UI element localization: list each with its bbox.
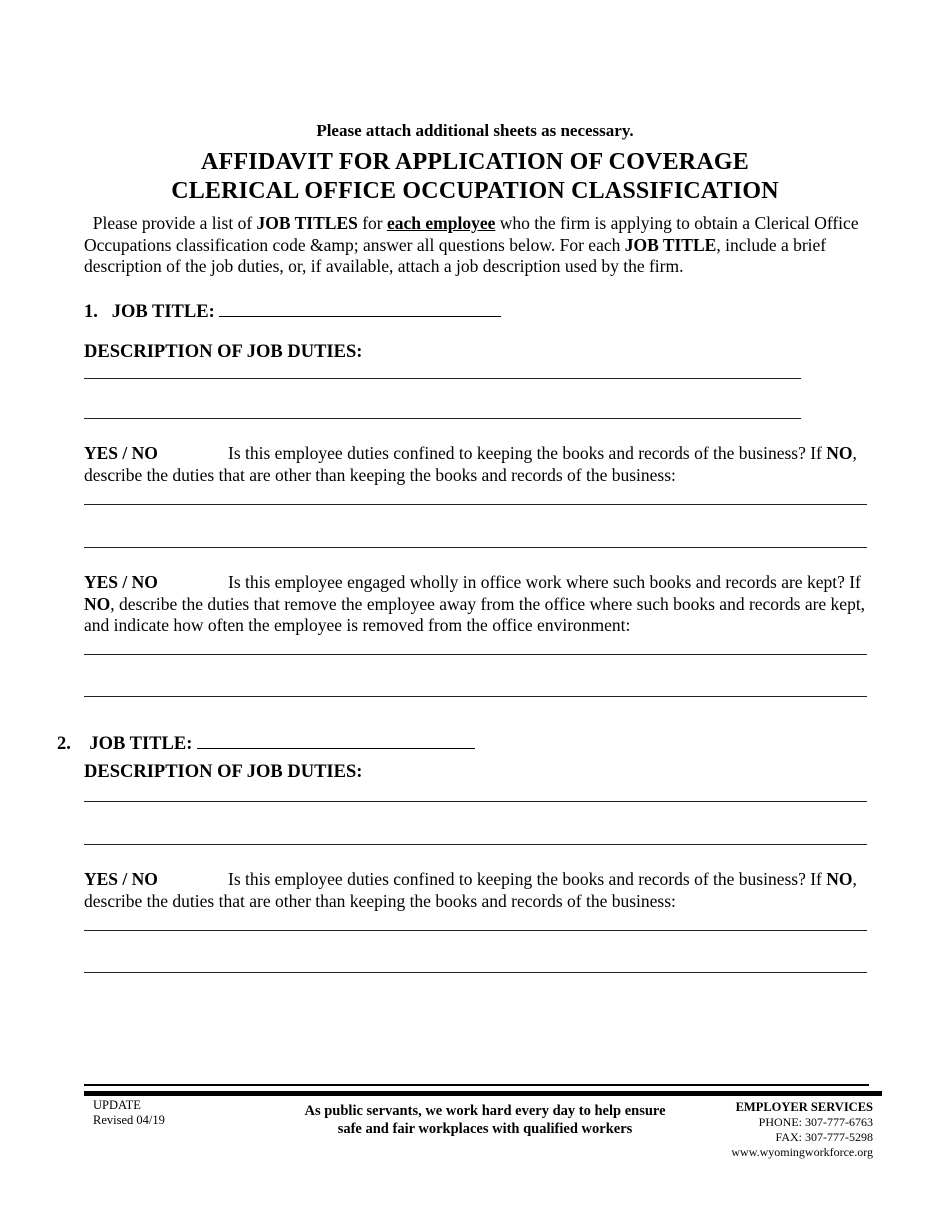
footer-slogan-line2: safe and fair workplaces with qualified workers — [337, 1121, 633, 1137]
yes-no-choice-1b[interactable]: YES / NO — [84, 572, 158, 592]
description-1-line-2[interactable] — [84, 418, 801, 419]
form-title-line1: AFFIDAVIT FOR APPLICATION OF COVERAGE — [201, 149, 749, 175]
description-2-line-2[interactable] — [84, 844, 867, 845]
footer-slogan — [270, 1102, 700, 1138]
footer-contact — [731, 1100, 873, 1160]
job-title-2-label: JOB TITLE: — [89, 734, 193, 754]
answer-1a-line-1[interactable] — [84, 504, 867, 505]
section1-question1: YES / NO Is this employee duties confined to keeping the books and records of the business? If NO, describe the duties that are other than keeping the books and records of the business: — [84, 443, 857, 485]
footer-revised-date: Revised 04/19 — [93, 1113, 165, 1127]
footer-revision — [93, 1098, 165, 1128]
attach-sheets-note: Please attach additional sheets as necessary. — [316, 121, 634, 140]
section-number-1: 1. — [84, 302, 98, 322]
answer-1b-line-2[interactable] — [84, 696, 867, 697]
answer-1a-line-2[interactable] — [84, 547, 867, 548]
footer-rule-thick — [84, 1091, 882, 1096]
footer-slogan-line1: As public servants, we work hard every day to help ensure — [304, 1103, 666, 1119]
job-title-1-input[interactable] — [219, 298, 501, 317]
answer-2a-line-1[interactable] — [84, 930, 867, 931]
footer-update: UPDATE — [93, 1098, 141, 1112]
yes-no-choice-2a[interactable]: YES / NO — [84, 869, 158, 889]
intro-paragraph: Please provide a list of JOB TITLES for each employee who the firm is applying to obtain a Clerical Office Occupations classification code &amp; answer all questions below. For each JOB TITLE, include a brief description of the job duties, or, if available, attach a job description used by the firm. — [84, 213, 859, 276]
form-title-line2: CLERICAL OFFICE OCCUPATION CLASSIFICATION — [171, 178, 779, 204]
yes-no-choice-1a[interactable]: YES / NO — [84, 443, 158, 463]
job-title-2-input[interactable] — [197, 730, 475, 749]
answer-2a-line-2[interactable] — [84, 972, 867, 973]
footer-website-link[interactable]: www.wyomingworkforce.org — [731, 1145, 873, 1159]
job-title-2-row — [57, 730, 475, 755]
description-2-line-1[interactable] — [84, 801, 867, 802]
answer-1b-line-1[interactable] — [84, 654, 867, 655]
description-1-label: DESCRIPTION OF JOB DUTIES: — [84, 342, 363, 362]
section-number-2: 2. — [57, 734, 71, 754]
footer-department: EMPLOYER SERVICES — [735, 1100, 873, 1114]
job-title-1-label: JOB TITLE: — [111, 302, 215, 322]
description-2-label: DESCRIPTION OF JOB DUTIES: — [84, 762, 363, 782]
footer-fax: FAX: 307-777-5298 — [775, 1130, 873, 1144]
footer-phone: PHONE: 307-777-6763 — [758, 1115, 873, 1129]
section1-question2: YES / NO Is this employee engaged wholly in office work where such books and records are kept? If NO, describe the duties that remove the employee away from the office where such books and records are kept, and indicate how often the employee is removed from the office environment: — [84, 572, 866, 635]
footer-rule-thin — [84, 1084, 869, 1086]
job-title-1-row — [84, 298, 501, 323]
section2-question1: YES / NO Is this employee duties confined to keeping the books and records of the business? If NO, describe the duties that are other than keeping the books and records of the business: — [84, 869, 857, 911]
description-1-line-1[interactable] — [84, 378, 801, 379]
